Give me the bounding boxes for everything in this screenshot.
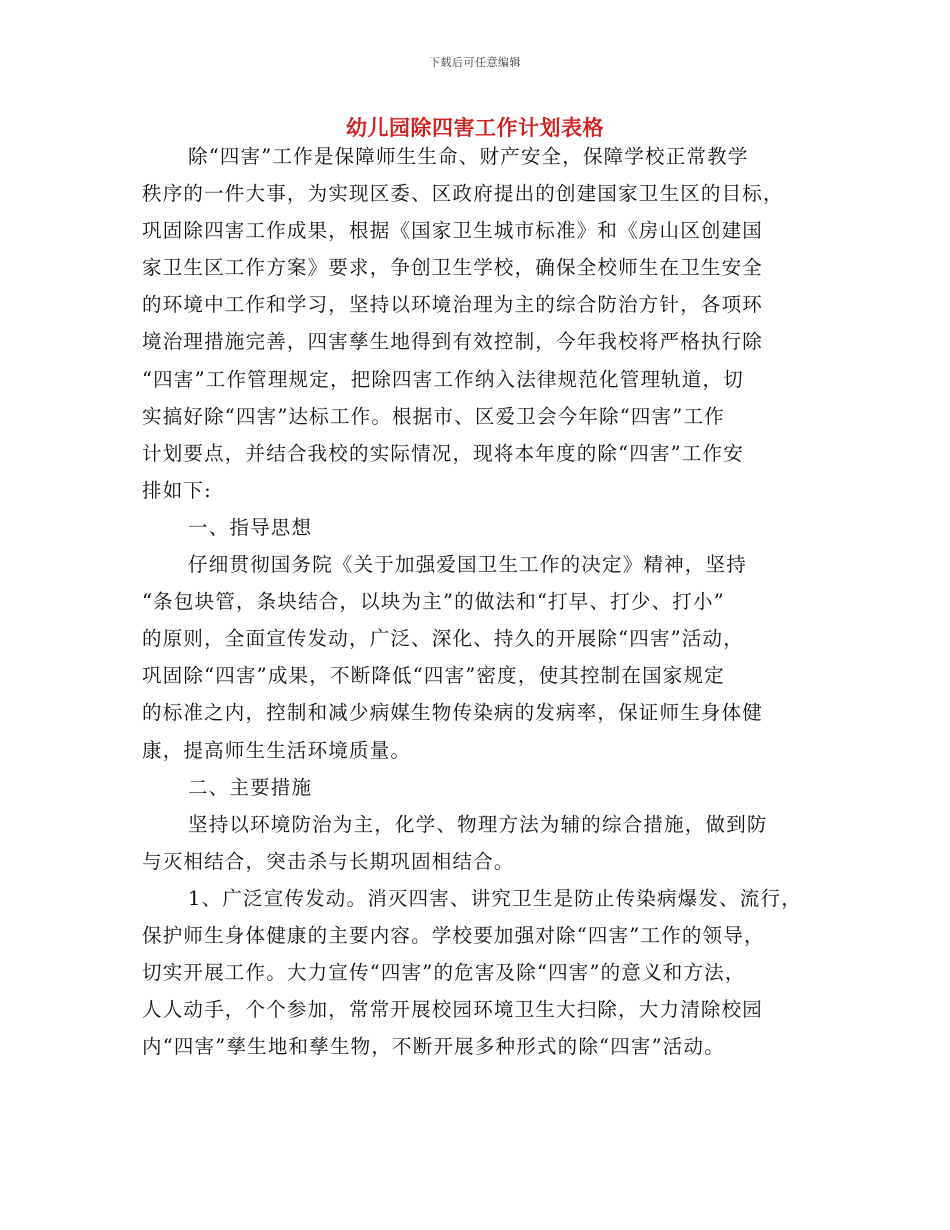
text-line: 1、广泛宣传发动。消灭四害、讲究卫生是防止传染病爆发、流行， [188, 886, 802, 910]
text-line: 仔细贯彻国务院《关于加强爱国卫生工作的决定》精神，坚持 [188, 553, 747, 577]
text-line: 巩固除“四害”成果，不断降低“四害”密度，使其控制在国家规定 [142, 664, 725, 688]
text-line: 计划要点，并结合我校的实际情况，现将本年度的除“四害”工作安 [142, 441, 744, 465]
text-line: 的环境中工作和学习，坚持以环境治理为主的综合防治方针，各项环 [142, 293, 764, 317]
text-line: 切实开展工作。大力宣传“四害”的危害及除“四害”的意义和方法， [142, 961, 746, 985]
text-line: 家卫生区工作方案》要求，争创卫生学校，确保全校师生在卫生安全 [142, 256, 764, 280]
text-line: 的原则，全面宣传发动，广泛、深化、持久的开展除“四害”活动， [142, 627, 744, 651]
header-note: 下载后可任意编辑 [429, 56, 521, 69]
text-line: 秩序的一件大事，为实现区委、区政府提出的创建国家卫生区的目标， [142, 182, 784, 206]
text-line: 一、指导思想 [188, 515, 313, 539]
text-line: “四害”工作管理规定，把除四害工作纳入法律规范化管理轨道，切 [142, 367, 744, 391]
text-line: “条包块管，条块结合，以块为主”的做法和“打早、打少、打小” [142, 590, 725, 614]
text-line: 除“四害”工作是保障师生生命、财产安全，保障学校正常教学 [188, 145, 749, 168]
text-line: 与灭相结合，突击杀与长期巩固相结合。 [142, 849, 515, 873]
text-line: 康，提高师生生活环境质量。 [142, 738, 412, 762]
text-line: 保护师生身体健康的主要内容。学校要加强对除“四害”工作的领导， [142, 923, 765, 947]
document-body [142, 138, 810, 1065]
text-line: 内“四害”孳生地和孳生物，不断开展多种形式的除“四害”活动。 [142, 1035, 725, 1059]
text-line: 坚持以环境防治为主，化学、物理方法为辅的综合措施，做到防 [188, 812, 768, 836]
text-line: 二、主要措施 [188, 775, 313, 799]
text-line: 人人动手，个个参加，常常开展校园环境卫生大扫除，大力清除校园 [142, 998, 764, 1022]
text-line: 排如下: [142, 478, 212, 502]
text-line: 巩固除四害工作成果，根据《国家卫生城市标准》和《房山区创建国 [142, 219, 764, 243]
text-line: 实搞好除“四害”达标工作。根据市、区爱卫会今年除“四害”工作 [142, 404, 725, 428]
text-line: 的标准之内，控制和减少病媒生物传染病的发病率，保证师生身体健 [142, 701, 764, 725]
text-line: 境治理措施完善，四害孳生地得到有效控制，今年我校将严格执行除 [142, 330, 764, 354]
document-title: 幼儿园除四害工作计划表格 [346, 115, 604, 140]
